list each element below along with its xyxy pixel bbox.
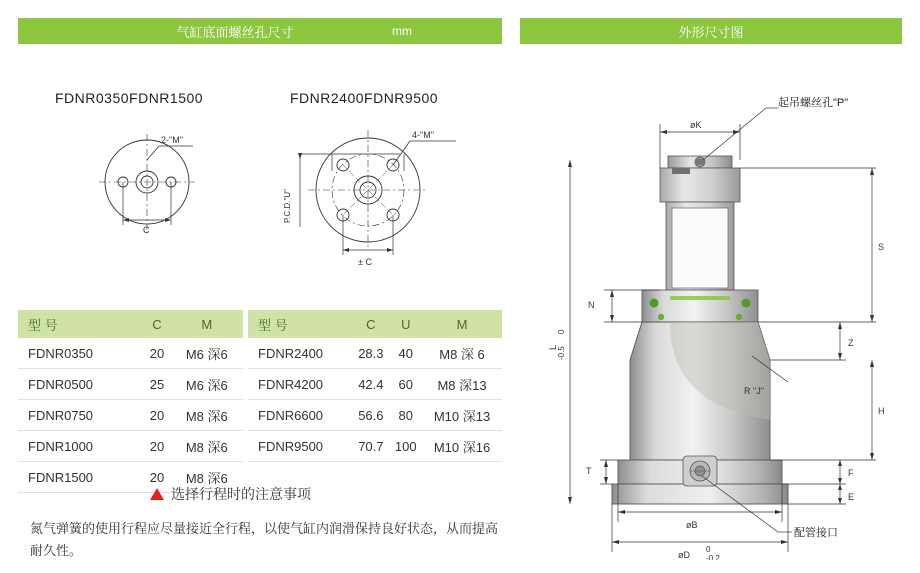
cell-model: FDNR1500	[18, 462, 143, 493]
note-body: 氮气弹簧的使用行程应尽量接近全行程，以使气缸内润滑保持良好状态，从而提高耐久性。	[30, 521, 499, 558]
label-lift-hole: 起吊螺丝孔"P"	[778, 97, 849, 109]
drawing-bottom-holes-4	[260, 115, 475, 285]
cell-m: M8 深6	[171, 462, 243, 493]
cell-u: 60	[390, 369, 422, 400]
label-l: L	[548, 344, 558, 350]
table-row	[248, 431, 502, 462]
label-n: N	[588, 300, 595, 310]
cell-m: M10 深16	[422, 431, 502, 462]
note-title	[150, 484, 311, 504]
label-od-tol-top: 0	[706, 545, 711, 554]
cell-u: 40	[390, 338, 422, 369]
label-e: E	[848, 492, 855, 502]
warning-triangle-icon	[150, 488, 164, 500]
section-header-bottom-holes-title: 气缸底面螺丝孔尺寸	[176, 24, 294, 40]
table-row	[248, 369, 502, 400]
outline-dimension-drawing	[520, 60, 915, 560]
label-l-tol-top: 0	[557, 329, 566, 334]
label-thread-2holes: 2-"M"	[161, 135, 183, 145]
section-header-bottom-holes	[18, 18, 502, 44]
label-h: H	[878, 406, 885, 416]
cell-m: M10 深13	[422, 400, 502, 431]
cell-c: 28.3	[352, 338, 389, 369]
label-f: F	[848, 468, 854, 478]
cell-c: 20	[143, 462, 170, 493]
cell-u: 80	[390, 400, 422, 431]
table-row	[248, 338, 502, 369]
table-header-row	[18, 310, 243, 338]
cell-c: 42.4	[352, 369, 389, 400]
cell-c: 25	[143, 369, 170, 400]
label-pcd: P.C.D."U"	[283, 189, 292, 223]
section-header-outline-drawing	[520, 18, 902, 44]
table-row	[18, 400, 243, 431]
cell-m: M8 深 6	[422, 338, 502, 369]
col-model: 型 号	[248, 310, 352, 338]
cell-c: 56.6	[352, 400, 389, 431]
cell-model: FDNR4200	[248, 369, 352, 400]
table-row	[18, 431, 243, 462]
cell-c: 70.7	[352, 431, 389, 462]
cell-m: M8 深6	[171, 400, 243, 431]
cell-c: 20	[143, 431, 170, 462]
cell-c: 20	[143, 400, 170, 431]
col-m: M	[422, 310, 502, 338]
cell-model: FDNR0500	[18, 369, 143, 400]
label-t: T	[586, 466, 592, 476]
label-od-tol-bot: -0.2	[706, 554, 720, 560]
cell-m: M6 深6	[171, 369, 243, 400]
drawing-title-1: FDNR0350FDNR1500	[55, 90, 204, 106]
label-od: øD	[678, 550, 690, 560]
cell-u: 100	[390, 431, 422, 462]
note-title-text: 选择行程时的注意事项	[171, 486, 311, 502]
cell-model: FDNR0350	[18, 338, 143, 369]
cell-c: 20	[143, 338, 170, 369]
table-row	[248, 400, 502, 431]
label-ob: øB	[686, 520, 698, 530]
table-header-row	[248, 310, 502, 338]
label-s: S	[878, 242, 885, 252]
section-header-outline-drawing-title: 外形尺寸图	[678, 24, 744, 40]
table-bottom-holes-4	[248, 310, 502, 462]
label-ok: øK	[690, 120, 702, 130]
col-c: C	[352, 310, 389, 338]
cell-model: FDNR0750	[18, 400, 143, 431]
label-thread-4holes: 4-"M"	[412, 130, 434, 140]
table-row	[18, 369, 243, 400]
table-row	[18, 338, 243, 369]
cell-m: M8 深6	[171, 431, 243, 462]
section-header-unit: mm	[392, 24, 412, 38]
label-c-4holes: ± C	[358, 257, 372, 267]
cell-model: FDNR2400	[248, 338, 352, 369]
cell-model: FDNR9500	[248, 431, 352, 462]
label-r-j: R "J"	[744, 386, 764, 396]
col-u: U	[390, 310, 422, 338]
drawing-title-2: FDNR2400FDNR9500	[290, 90, 439, 106]
cell-m: M6 深6	[171, 338, 243, 369]
col-model: 型 号	[18, 310, 143, 338]
drawing-bottom-holes-2	[85, 120, 230, 270]
col-m: M	[171, 310, 243, 338]
cell-model: FDNR1000	[18, 431, 143, 462]
cell-m: M8 深13	[422, 369, 502, 400]
label-pipe-port: 配管接口	[794, 527, 838, 539]
table-bottom-holes-2	[18, 310, 243, 493]
col-c: C	[143, 310, 170, 338]
label-l-tol-bot: -0.5	[557, 346, 566, 360]
label-c-2holes: C	[143, 225, 150, 235]
cell-model: FDNR6600	[248, 400, 352, 431]
label-z: Z	[848, 338, 854, 348]
